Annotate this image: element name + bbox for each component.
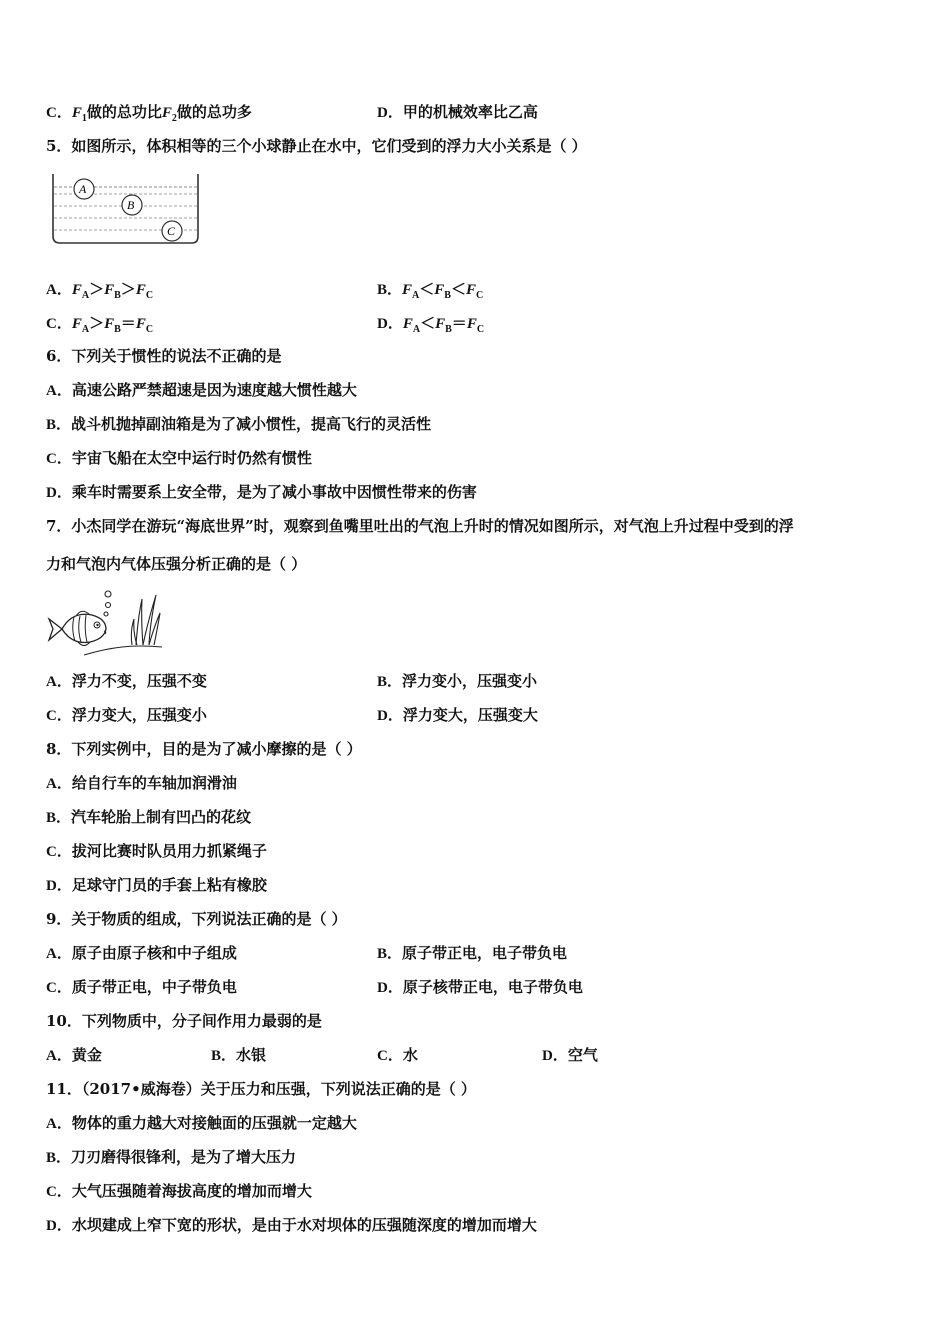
q4-option-d: D．甲的机械效率比乙高 [377,103,538,121]
q6-option-c: C．宇宙飞船在太空中运行时仍然有惯性 [46,449,312,467]
ball-c-label: C [167,224,176,238]
q5-option-a: A．$F_A>F_B>F_C$ [46,280,154,301]
q10-stem: 10．下列物质中，分子间作用力最弱的是 [46,1012,322,1030]
ball-a-label: A [79,182,87,196]
q6-stem: 6．下列关于惯性的说法不正确的是 [46,347,282,365]
q5-stem: 5．如图所示，体积相等的三个小球静止在水中，它们受到的浮力大小关系是（ ） [46,137,587,155]
q8-stem: 8．下列实例中，目的是为了减小摩擦的是（ ） [46,740,362,758]
q7-option-d: D．浮力变大，压强变大 [377,706,538,724]
q8-option-c: C．拔河比赛时队员用力抓紧绳子 [46,842,267,860]
q7-stem-line2: 力和气泡内气体压强分析正确的是（ ） [46,555,307,573]
q7-option-a: A．浮力不变，压强不变 [46,672,207,690]
q9-option-b: B．原子带正电，电子带负电 [377,944,568,962]
q10-option-d: D．空气 [542,1046,598,1064]
q4-option-c: C．$F_1$做的总功比$F_2$做的总功多 [46,103,252,124]
q7-option-c: C．浮力变大，压强变小 [46,706,207,724]
q9-stem: 9．关于物质的组成，下列说法正确的是（ ） [46,910,347,928]
q11-option-d: D．水坝建成上窄下宽的形状，是由于水对坝体的压强随深度的增加而增大 [46,1216,537,1234]
q11-option-b: B．刀刃磨得很锋利，是为了增大压力 [46,1148,297,1166]
q10-option-b: B．水银 [211,1046,267,1064]
q11-option-c: C．大气压强随着海拔高度的增加而增大 [46,1182,312,1200]
q8-option-a: A．给自行车的车轴加润滑油 [46,774,237,792]
q9-option-c: C．质子带正电，中子带负电 [46,978,237,996]
q5-option-d: D．$F_A<F_B=F_C$ [377,314,485,335]
q5-option-c: C．$F_A>F_B=F_C$ [46,314,154,335]
q11-option-a: A．物体的重力越大对接触面的压强就一定越大 [46,1114,357,1132]
ball-b-label: B [127,198,135,212]
q7-fish-bubbles-figure [44,587,166,661]
q10-option-c: C．水 [377,1046,418,1064]
q10-option-a: A．黄金 [46,1046,102,1064]
q5-option-b: B．$F_A<F_B<F_C$ [377,280,484,301]
q5-ball-figure [50,170,202,248]
q6-option-d: D．乘车时需要系上安全带，是为了减小事故中因惯性带来的伤害 [46,483,477,501]
q8-option-d: D．足球守门员的手套上粘有橡胶 [46,876,267,894]
q7-stem-line1: 7．小杰同学在游玩“海底世界”时，观察到鱼嘴里吐出的气泡上升时的情况如图所示，对气泡上升过程中受到的浮 [46,517,794,535]
q6-option-a: A．高速公路严禁超速是因为速度越大惯性越大 [46,381,357,399]
q6-option-b: B．战斗机抛掉副油箱是为了减小惯性，提高飞行的灵活性 [46,415,432,433]
q7-option-b: B．浮力变小，压强变小 [377,672,538,690]
q11-stem: 11．（2017•威海卷）关于压力和压强，下列说法正确的是（ ） [46,1080,476,1098]
q9-option-d: D．原子核带正电，电子带负电 [377,978,583,996]
q9-option-a: A．原子由原子核和中子组成 [46,944,237,962]
q8-option-b: B．汽车轮胎上制有凹凸的花纹 [46,808,252,826]
